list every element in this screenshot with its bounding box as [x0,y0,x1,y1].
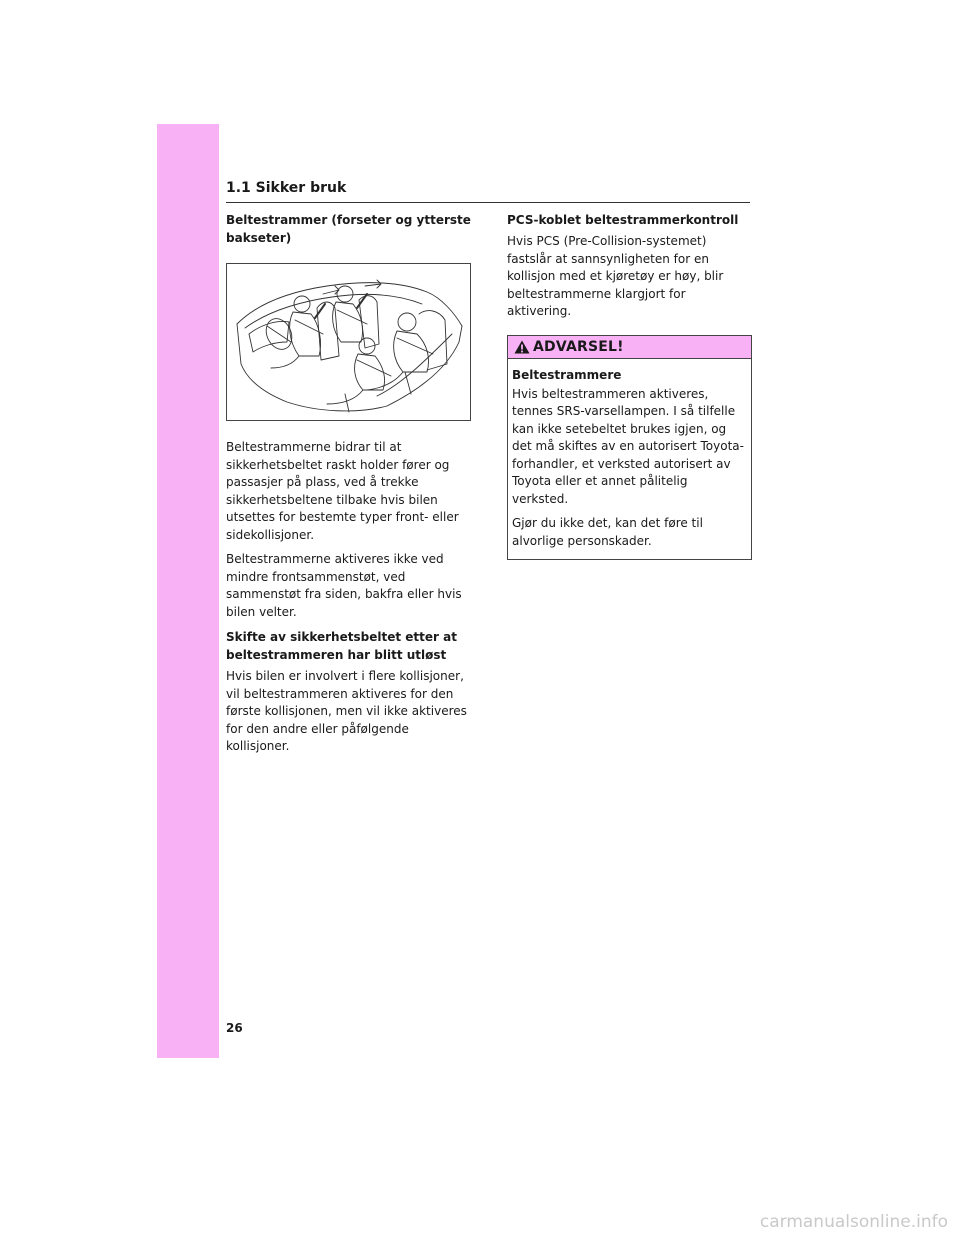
heading-pcs-control: PCS-koblet beltestrammerkontroll [507,213,739,227]
watermark-text: carmanualsonline.info [759,1212,948,1232]
warning-body [508,359,751,560]
right-column [507,211,752,560]
warning-triangle-icon [514,340,530,354]
warning-box [507,335,752,561]
heading-replace-belt: Skifte av sikkerhetsbeltet etter at beltestrammeren har blitt utløst [226,630,457,662]
paragraph-pcs: Hvis PCS (Pre-Collision-systemet) fastslår at sannsynligheten for en kollisjon med et kjøretøy er høy, blir beltestrammerne klargjort for aktivering. [507,234,724,318]
car-interior-drawing [227,264,470,420]
heading-pretensioner: Beltestrammer (forseter og ytterste bakseter) [226,213,471,245]
section-title: 1.1 Sikker bruk [226,180,347,196]
paragraph-pretensioner-function: Beltestrammerne bidrar til at sikkerhetsbeltet raskt holder fører og passasjer på plass, ved å trekke sikkerhetsbeltene tilbake hvis bilen utsettes for bestemte typer front- eller sidekollisjoner. [226,440,459,542]
warning-header [508,336,751,359]
warning-paragraph-1: Hvis beltestrammeren aktiveres, tennes SRS-varsellampen. I så tilfelle kan ikke setebeltet brukes igjen, og det må skiftes av en autorisert Toyota-forhandler, et verksted autorisert av Toyota eller et annet pålitelig verksted. [512,386,744,506]
page-number: 26 [226,1021,243,1035]
paragraph-pretensioner-limits: Beltestrammerne aktiveres ikke ved mindre frontsammenstøt, ved sammenstøt fra siden, bakfra eller hvis bilen velter. [226,552,462,619]
pretensioner-illustration [226,263,471,421]
warning-title: ADVARSEL! [533,338,624,355]
page-header [226,180,750,203]
warning-subheading: Beltestrammere [512,367,622,382]
chapter-side-tab [157,124,219,1058]
left-column [226,211,471,763]
warning-paragraph-2: Gjør du ikke det, kan det føre til alvorlige personskader. [512,516,703,548]
paragraph-multiple-collisions: Hvis bilen er involvert i flere kollisjoner, vil beltestrammeren aktiveres for den første kollisjonen, men vil ikke aktiveres for den andre eller påfølgende kollisjoner. [226,669,467,753]
